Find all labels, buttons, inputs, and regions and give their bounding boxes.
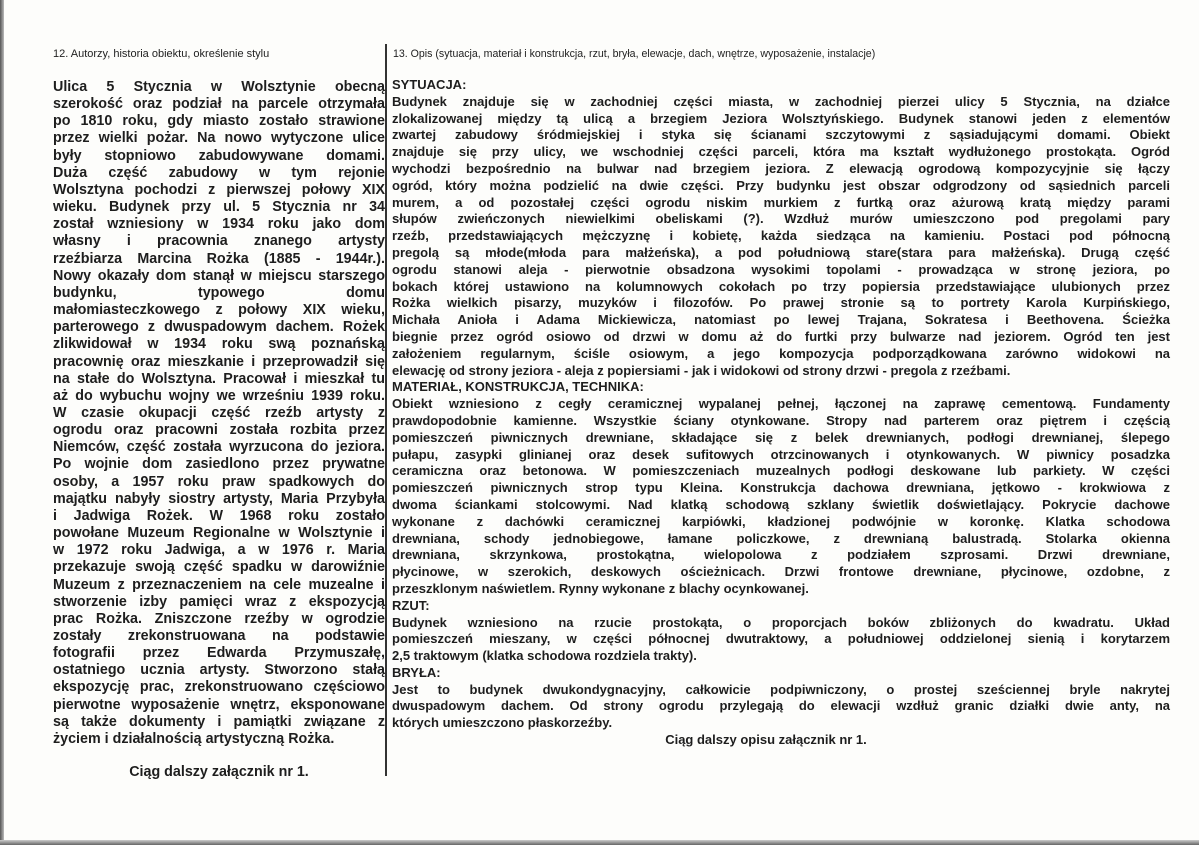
text-line: dwoma ściankami stolcowymi. Nad klatką schodową szklany świetlik doświetlający. Pokrycie dachowe	[392, 496, 1170, 512]
text-line: parterowego z dwuspadowym dachem. Rożek	[53, 319, 385, 336]
text-line: są także dokumenty i pamiątki związane z	[53, 713, 385, 730]
text-line: osoby, a 1957 roku praw spadkowych do	[53, 473, 385, 490]
text-line: ekspozycję prac, zrekonstruowano częściowo	[53, 679, 385, 696]
text-line: ogród, który można podzielić na dwie części. Przy budynku jest obszar odgrodzony od sąsiednich parceli	[392, 177, 1170, 193]
text-line: pułapu, zasypki glinianej oraz desek sufitowych otrzcinowanych i otynkowanych. W piwnicy posadzka	[392, 446, 1170, 462]
text-line: prawdopodobnie kamienne. Wszystkie ściany otynkowane. Stropy nad parterem oraz piętrem i częścią	[392, 412, 1170, 428]
text-line: ceramiczna oraz betonowa. W pomieszczeniach muzealnych podłogi deskowane lub parkiety. W części	[392, 463, 1170, 479]
text-line: małomiasteczkowego z połowy XIX wieku,	[53, 302, 385, 319]
text-line: drewniana, schody jednobiegowe, łamane policzkowe, z drewnianą balustradą. Stolarka okienna	[392, 530, 1170, 546]
text-line: aż do wybuchu wojny we wrześniu 1939 roku.	[53, 387, 385, 404]
text-line: powołane Muzeum Regionalne w Wolsztynie i	[53, 525, 385, 542]
text-line: pregolą są młode(młoda para małżeńska), a pod południową stare(stara para małżeńska). Drugą część	[392, 244, 1170, 260]
text-line: drewniana, skrzynkowa, prostokątna, wielopolowa z podziałem szprosami. Drzwi drewniane,	[392, 547, 1170, 563]
text-line: których umieszczono płaskorzeźby.	[392, 715, 613, 731]
text-line: bokach której ustawiono na kolumnowych cokołach po trzy popiersia przedstawiające ulubionych przez	[392, 278, 1170, 294]
text-line: prac Rożka. Zniszczone rzeźby w ogrodzie	[53, 610, 385, 627]
text-line: w 1972 roku Jadwiga, a w 1976 r. Maria	[53, 542, 385, 559]
text-line: Budynek znajduje się w zachodniej części miasta, w zachodniej pierzei ulicy 5 Stycznia, na działce	[392, 93, 1170, 109]
continuation-note: Ciąg dalszy załącznik nr 1.	[129, 764, 309, 780]
text-line: stworzenie izby pamięci wraz z ekspozycją	[53, 593, 385, 610]
text-line: były stopniowo zabudowywane domami.	[53, 147, 385, 164]
text-line: budynku, typowego domu	[53, 284, 385, 301]
text-line: zlokalizowanej między tą ulicą a brzegiem Jeziora Wolsztyńskiego. Budynek stanowi jeden z elementów	[392, 110, 1170, 126]
text-line: Niemców, część została wyrzucona do jeziora.	[53, 439, 385, 456]
text-line: zwartej zabudowy śródmiejskiej i styka się ścianami szczytowymi z sąsiadującymi domami. Obiekt	[392, 127, 1170, 143]
text-line: ogrodu oraz pracowni została rozbita przez	[53, 422, 385, 439]
section-heading: BRYŁA:	[392, 664, 441, 680]
text-line: pomieszczeń mieszany, w części północnej dwutraktowy, a południowej oddzielonej sienią i korytarzem	[392, 631, 1170, 647]
text-line: zlikwidował w 1934 roku swą poznańską	[53, 336, 385, 353]
text-line: przez wielki pożar. Na nowo wytyczone ulice	[53, 130, 385, 147]
text-line: murem, a od pozostałej części ogrodu niskim murkiem z furtką oraz ażurową kratą między parami	[392, 194, 1170, 210]
text-line: Wolsztyna pochodzi z pierwszej połowy XIX	[53, 181, 385, 198]
text-line: i Jadwiga Rożek. W 1968 roku zostało	[53, 507, 385, 524]
scan-edge	[0, 0, 4, 845]
text-line: ostatniego ucznia artysty. Stworzono stałą	[53, 662, 385, 679]
text-line: Nowy okazały dom stanął w miejscu starszego	[53, 267, 385, 284]
text-line: fotografii przez Edwarda Przymuszałę,	[53, 645, 385, 662]
text-line: ogrodu stanowi aleja - pierwotnie obsadzona wysokimi topolami - prowadząca w stronę jeziora, po	[392, 261, 1170, 277]
text-line: zostały zrekonstruowana na podstawie	[53, 628, 385, 644]
text-line: Michała Anioła i Adama Mickiewicza, natomiast po lewej Trajana, Sokratesa i Beethovena. Ścieżka	[392, 312, 1170, 328]
text-line: wieku. Budynek przy ul. 5 Stycznia nr 34	[53, 199, 385, 216]
text-line: biegnie przez ogród osiowo od drzwi w domu aż do furtki przy bulwarze nad jeziorem. Ogród ten jest	[392, 328, 1170, 344]
text-line: pomieszczeń piwnicznych strop typu Kleina. Konstrukcja dachowa drewniana, jętkowo - krokwiowa z	[392, 480, 1170, 496]
section-12-header: 12. Autorzy, historia obiektu, określenie stylu	[53, 48, 270, 60]
section-heading: RZUT:	[392, 597, 430, 613]
column-divider	[385, 44, 387, 776]
text-line: majątku nabyły siostry artysty, Maria Przybyła	[53, 490, 385, 507]
text-line: rzeźb, przedstawiających mężczyznę i kobietę, każda siedząca na kamieniu. Postaci pod północną	[392, 228, 1170, 244]
text-line: Muzeum z przeznaczeniem na cele muzealne i	[53, 576, 385, 593]
text-line: pierwotne wyposażenie wnętrz, eksponowane	[53, 696, 385, 713]
text-line: Duża część zabudowy w tym rejonie	[53, 164, 385, 181]
text-line: W czasie okupacji część rzeźb artysty z	[53, 404, 385, 421]
history-text	[53, 79, 385, 748]
text-line: przekazuje swoją część spadku w darowiźnie	[53, 559, 385, 576]
text-line: wykonane z dachówki ceramicznej karpiówki, kładzionej podwójnie w koronkę. Klatka schodowa	[392, 513, 1170, 529]
text-line: przeszklonym naświetlem. Rynny wykonane z blachy ocynkowanej.	[392, 580, 809, 596]
text-line: został wzniesiony w 1934 roku jako dom	[53, 216, 385, 233]
text-line: Rożka wielkich pisarzy, muzyków i filozofów. Po prawej stronie są to portrety Karola Kurpińskiego,	[392, 295, 1170, 311]
continuation-note: Ciąg dalszy opisu załącznik nr 1.	[665, 732, 867, 748]
text-line: własny i pracownia znanego artysty	[53, 233, 385, 250]
text-line: Po wojnie dom zasiedlono przez prywatne	[53, 456, 385, 473]
text-line: Jest to budynek dwukondygnacyjny, całkowicie podpiwniczony, o prostej sześciennej bryle nakrytej	[392, 681, 1170, 697]
text-line: płycinowe, w szerokich, deskowych ościeżnicach. Drzwi frontowe drewniane, płycinowe, ozdobne, z	[392, 564, 1170, 580]
section-heading: SYTUACJA:	[392, 77, 467, 92]
scan-edge	[0, 840, 1199, 845]
text-line: życiem i działalnością artystyczną Rożka.	[53, 730, 335, 747]
text-line: znajduje się przy ulicy, we wschodniej części parceli, która ma kształt wydłużonego prostokąta. Ogród	[392, 144, 1170, 160]
text-line: na stałe do Wolsztyna. Pracował i mieszkał tu	[53, 370, 385, 387]
text-line: 2,5 traktowym (klatka schodowa rozdziela trakty).	[392, 648, 697, 664]
section-heading: MATERIAŁ, KONSTRUKCJA, TECHNIKA:	[392, 379, 644, 395]
text-line: Obiekt wzniesiono z cegły ceramicznej wypalanej pełnej, łączonej na zaprawę cementową. Fundamenty	[392, 396, 1170, 412]
text-line: pracownię oraz mieszkanie i przeprowadził się	[53, 353, 385, 370]
text-line: Budynek wzniesiono na rzucie prostokąta, o proporcjach boków zbliżonych do kwadratu. Układ	[392, 614, 1170, 630]
text-line: wychodzi bezpośrednio na bulwar nad brzegiem jeziora. Z elewacją ogrodową kompozycyjnie się łączy	[392, 160, 1170, 176]
text-line: założeniem regularnym, ściśle osiowym, a jego kompozycja podporządkowana zarówno widokowi na	[392, 345, 1170, 361]
text-line: dwuspadowym dachem. Od strony ogrodu przylegają do elewacji wzdłuż granic działki dwie anty, na	[392, 698, 1170, 714]
text-line: Ulica 5 Stycznia w Wolsztynie obecną	[53, 79, 385, 95]
text-line: elewację od strony jeziora - aleja z popiersiami - jak i widokowi od strony drzwi - pregola z rzeźbami.	[392, 362, 1011, 378]
text-line: po 1810 roku, gdy miasto zostało strawione	[53, 113, 385, 130]
text-line: słupów zwieńczonych niewielkimi obeliskami (?). Wzdłuż murów umieszczono pod pregolami pary	[392, 211, 1170, 227]
text-line: rzeźbiarza Marcina Rożka (1885 - 1944r.).	[53, 250, 385, 267]
text-line: pomieszczeń piwnicznych drewniane, składające się z belek drewnianych, podłogi drewnianej, ślepego	[392, 429, 1170, 445]
description-text	[392, 77, 1170, 749]
section-13-header: 13. Opis (sytuacja, materiał i konstrukcja, rzut, bryła, elewacje, dach, wnętrze, wyposażenie, instalacje)	[393, 48, 876, 60]
text-line: szerokość oraz podział na parcele otrzymała	[53, 96, 385, 113]
